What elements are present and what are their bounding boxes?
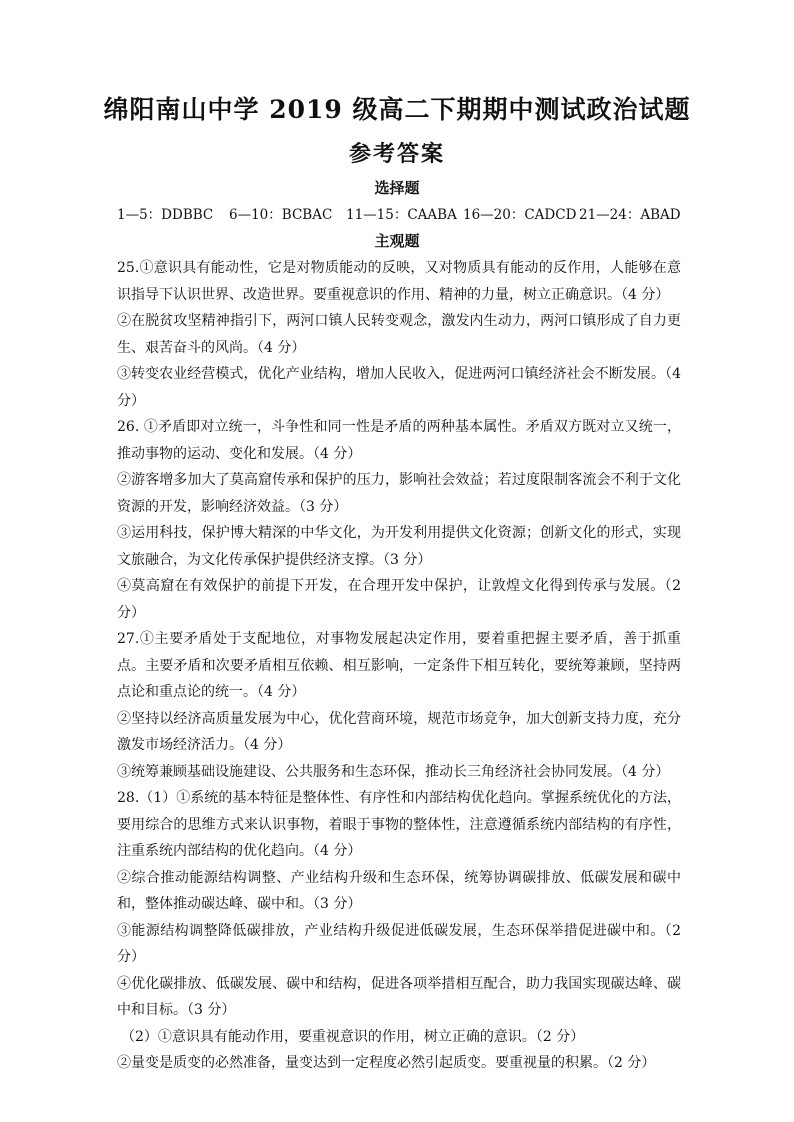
choice-answers-row (117, 204, 687, 226)
subjective-section-heading: 主观题 (374, 232, 420, 250)
answer-paragraph: 28.（1）①系统的基本特征是整体性、有序性和内部结构优化趋向。掌握系统优化的方法，要用综合的思维方式来认识事物，着眼于事物的整体性，注意遵循系统内部结构的有序性，注重系统内部结构的优化趋向。（4 分） (117, 790, 681, 859)
choice-answer-group: 16—20：CADCD (463, 207, 577, 223)
choice-answer-group: 6—10：BCBAC (229, 207, 333, 223)
answer-paragraph: ③统筹兼顾基础设施建设、公共服务和生态环保，推动长三角经济社会协同发展。（4 分） (117, 763, 670, 780)
answer-paragraph: 27.①主要矛盾处于支配地位，对事物发展起决定作用，要着重把握主要矛盾，善于抓重点。主要矛盾和次要矛盾相互依赖、相互影响，一定条件下相互转化，要统筹兼顾，坚持两点论和重点论的统一。（4 分） (117, 631, 681, 700)
choice-section-heading: 选择题 (374, 179, 420, 197)
answer-paragraph: ②综合推动能源结构调整、产业结构升级和生态环保，统筹协调碳排放、低碳发展和碳中和，整体推动碳达峰、碳中和。（3 分） (117, 869, 681, 912)
choice-answer-group: 21—24：ABAD (579, 207, 681, 223)
answer-paragraph: ③能源结构调整降低碳排放，产业结构升级促进低碳发展，生态环保举措促进碳中和。（2 分） (117, 922, 681, 965)
answer-paragraph: ②在脱贫攻坚精神指引下，两河口镇人民转变观念，激发内生动力，两河口镇形成了自力更生、艰苦奋斗的风尚。（4 分） (117, 313, 681, 356)
answer-paragraph: ③转变农业经营模式，优化产业结构，增加人民收入，促进两河口镇经济社会不断发展。（4 分） (117, 366, 681, 409)
answer-paragraph: ④优化碳排放、低碳发展、碳中和结构，促进各项举措相互配合，助力我国实现碳达峰、碳中和目标。（3 分） (117, 975, 681, 1018)
answer-paragraph: 25.①意识具有能动性，它是对物质能动的反映，又对物质具有能动的反作用，人能够在意识指导下认识世界、改造世界。要重视意识的作用、精神的力量，树立正确意识。（4 分） (117, 260, 681, 303)
answer-paragraph: ④莫高窟在有效保护的前提下开发，在合理开发中保护，让敦煌文化得到传承与发展。（2 分） (117, 578, 681, 621)
choice-answer-group: 11—15：CAABA (346, 207, 457, 223)
choice-answer-group: 1—5：DDBBC (117, 207, 214, 223)
answer-paragraph: 26. ①矛盾即对立统一，斗争性和同一性是矛盾的两种基本属性。矛盾双方既对立又统一，推动事物的运动、变化和发展。（4 分） (117, 419, 681, 462)
page-subtitle: 参考答案 (348, 141, 445, 167)
answer-paragraph: ②坚持以经济高质量发展为中心，优化营商环境，规范市场竞争，加大创新支持力度，充分激发市场经济活力。（4 分） (117, 710, 681, 753)
answer-paragraph: （2）①意识具有能动作用，要重视意识的作用，树立正确的意识。（2 分） (121, 1028, 585, 1045)
answer-paragraph: ③运用科技，保护博大精深的中华文化，为开发利用提供文化资源；创新文化的形式，实现文旅融合，为文化传承保护提供经济支撑。（3 分） (117, 525, 681, 568)
subjective-answers (117, 255, 681, 1077)
page-title: 绵阳南山中学 2019 级高二下期期中测试政治试题 (103, 95, 691, 124)
answer-paragraph: ②游客增多加大了莫高窟传承和保护的压力，影响社会效益；若过度限制客流会不利于文化资源的开发，影响经济效益。（3 分） (117, 472, 681, 515)
answer-paragraph: ②量变是质变的必然准备，量变达到一定程度必然引起质变。要重视量的积累。（2 分） (117, 1055, 656, 1071)
